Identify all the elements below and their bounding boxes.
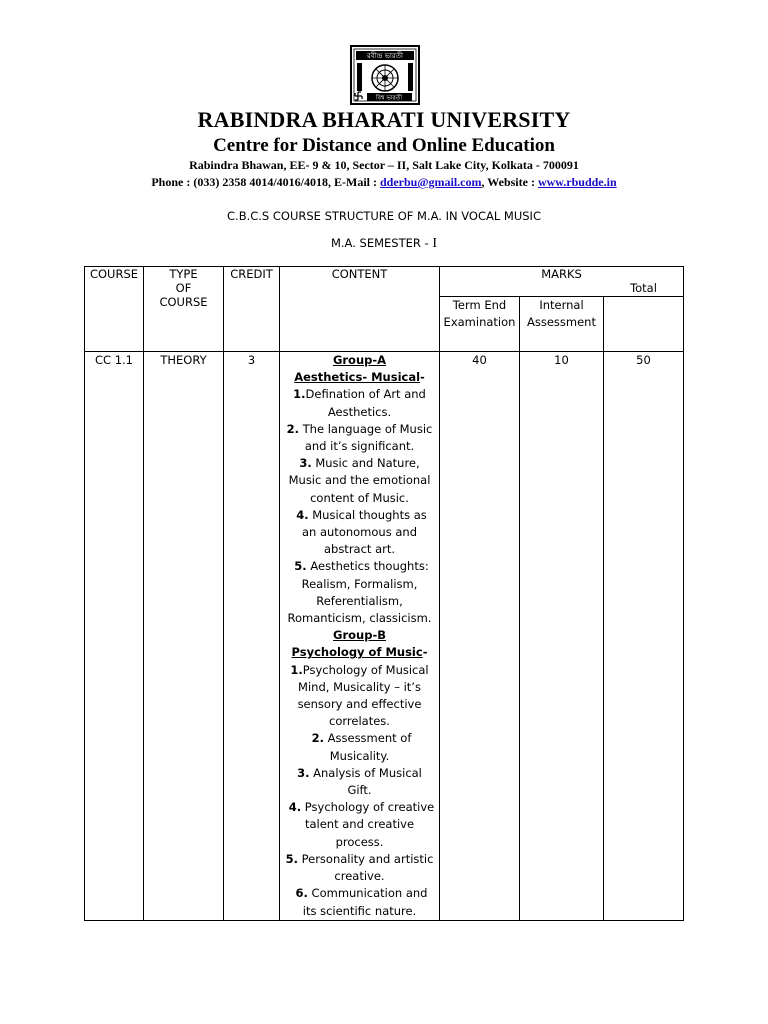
content-line [280,799,439,816]
item-text: Defination of Art and [305,387,426,402]
semester-label: M.A. SEMESTER - [330,236,433,250]
item-number: 6. [291,886,308,901]
website-link[interactable]: www.rbudde.in [537,175,617,189]
content-line [280,834,439,851]
content-line [280,748,439,765]
course-content [280,352,440,921]
content-line [280,576,439,593]
header-type-line: TYPE [169,267,198,281]
term-end-marks: 40 [440,352,520,921]
content-line [280,851,439,868]
item-number: 2. [307,731,324,746]
address-line: Rabindra Bhawan, EE- 9 & 10, Sector – II, Salt Lake City, Kolkata - 700091 [189,158,579,172]
course-code: CC 1.1 [85,352,144,921]
total-marks: 50 [604,352,684,921]
item-text: correlates. [329,714,390,729]
group-a-heading: Group-A [332,353,387,367]
content-line [280,421,439,438]
content-line [280,885,439,902]
group-b-title-suffix: - [422,645,428,660]
content-line [280,730,439,747]
content-line [280,386,439,403]
item-text: Musicality. [329,748,390,763]
item-text: an autonomous and [301,525,417,540]
group-b-title [280,644,439,661]
content-line [280,903,439,920]
content-line [280,713,439,730]
semester-heading [0,236,768,252]
group-a-items [280,386,439,627]
item-text: process. [335,834,384,849]
header-term-end [440,297,520,352]
content-line [280,593,439,610]
email-link[interactable]: dderbu@gmail.com [380,175,482,189]
internal-marks: 10 [520,352,604,921]
content-line [280,662,439,679]
content-line [280,696,439,713]
item-number: 5. [290,559,307,574]
item-text: sensory and effective [297,697,422,712]
item-number: 1. [293,387,306,402]
content-line [280,816,439,833]
content-line [280,679,439,696]
item-text: Analysis of Musical [309,765,422,780]
university-emblem [350,45,420,105]
item-text: Mind, Musicality – it’s [298,679,421,694]
group-a-title-text: Aesthetics- Musical [294,370,421,385]
logo-text-bottom: বিশ্ব ভারতী [375,94,403,102]
item-text: its scientific nature. [302,903,417,918]
table-row [85,352,684,921]
item-text: Aesthetics. [327,404,392,419]
content-line [280,438,439,455]
content-line [280,782,439,799]
item-number: 3. [297,765,310,780]
header-course: COURSE [85,267,144,352]
header-type [144,267,224,352]
header-content: CONTENT [280,267,440,352]
item-number: 2. [286,421,299,436]
header-total [604,281,684,352]
course-structure-table [84,266,684,921]
header-term-end-line: Examination [443,315,516,329]
logo-text-top: রবীন্দ্র ভারতী [367,52,403,60]
course-type: THEORY [144,352,224,921]
item-number: 4. [284,800,302,815]
item-text: Romanticism, classicism. [287,611,432,626]
item-text: content of Music. [310,490,409,505]
header-marks-spacer [440,267,520,297]
content-line [280,541,439,558]
content-line [280,765,439,782]
phone-text: Phone : (033) 2358 4014/4016/4018, E-Mail : [151,175,380,189]
group-a-title-suffix: - [420,370,425,385]
item-text: Musical thoughts as [308,507,427,522]
course-credit: 3 [224,352,280,921]
content-line [280,472,439,489]
header-marks: MARKS [520,267,604,297]
content-line [280,490,439,507]
item-text: talent and creative [304,817,415,832]
semester-number: I [432,236,438,251]
group-b-heading: Group-B [333,628,386,643]
item-text: Psychology of creative [301,800,435,815]
university-name: RABINDRA BHARATI UNIVERSITY [197,107,571,132]
group-b-title-text: Psychology of Music [291,645,423,660]
item-number: 1. [290,662,303,677]
content-line [280,524,439,541]
group-a-title [280,369,439,386]
item-text: Psychology of Musical [302,662,429,677]
header-internal-line: Assessment [527,315,596,329]
content-line [280,507,439,524]
content-line [280,455,439,472]
item-text: Personality and artistic [297,851,434,866]
lotus-icon [372,65,398,91]
item-text: The language of Music [299,421,433,436]
content-line [280,404,439,421]
header-term-end-line: Term End [452,298,507,312]
content-line [280,610,439,627]
swastika-icon [355,92,362,100]
content-line [280,558,439,575]
item-text: abstract art. [323,542,396,557]
item-text: Communication and [307,886,428,901]
item-text: Assessment of [323,731,412,746]
header-credit: CREDIT [224,267,280,352]
item-number: 3. [299,456,312,471]
item-number: 4. [292,507,309,522]
header-total-label: Total [630,281,657,295]
group-b-items [280,662,439,920]
website-label: , Website : [481,175,538,189]
item-text: Aesthetics thoughts: [306,559,429,574]
item-text: Realism, Formalism, [301,576,418,591]
item-text: and it’s significant. [304,439,415,454]
header-internal [520,297,604,352]
item-text: Music and Nature, [311,456,420,471]
header-internal-line: Internal [539,298,584,312]
document-title: C.B.C.S COURSE STRUCTURE OF M.A. IN VOCAL MUSIC [227,209,541,223]
content-line [280,868,439,885]
item-text: creative. [334,869,385,884]
header-row [85,267,684,297]
item-text: Gift. [347,783,372,798]
header-type-line: OF [175,281,192,295]
item-number: 5. [285,851,298,866]
header-type-line: COURSE [159,295,208,309]
centre-name: Centre for Distance and Online Education [213,135,555,156]
item-text: Music and the emotional [288,473,431,488]
item-text: Referentialism, [316,593,403,608]
contact-line [0,175,768,190]
